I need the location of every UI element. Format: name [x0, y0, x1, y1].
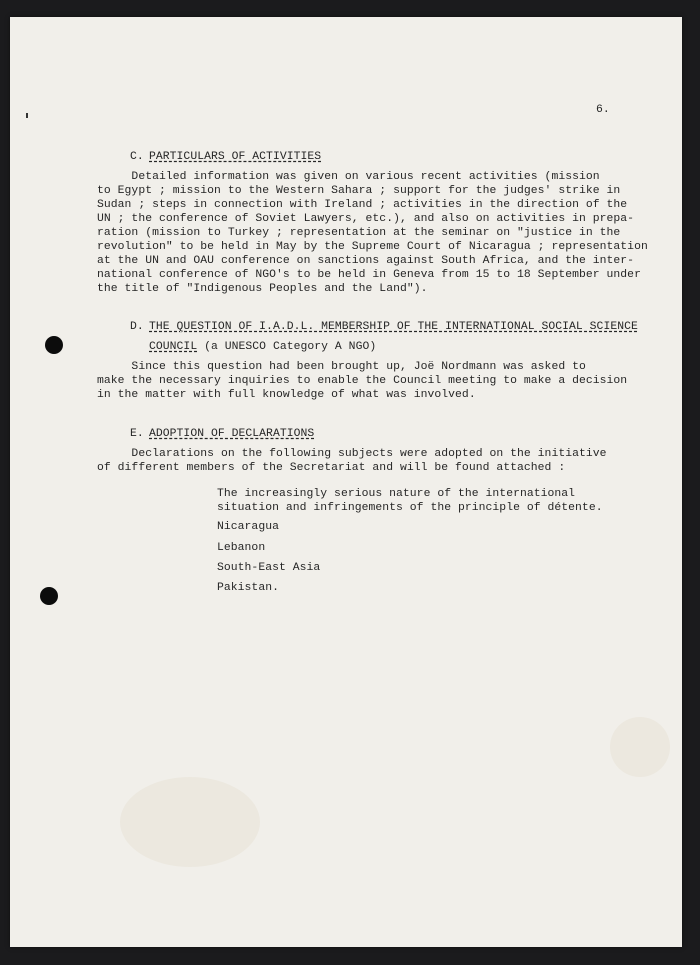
section-c-line: ration (mission to Turkey ; representation at the seminar on "justice in the [97, 227, 621, 239]
declaration-item: Nicaragua [217, 521, 279, 533]
section-c-heading: PARTICULARS OF ACTIVITIES [149, 151, 322, 163]
punch-hole-bottom [40, 587, 58, 605]
section-d-heading: THE QUESTION OF I.A.D.L. MEMBERSHIP OF THE INTERNATIONAL SOCIAL SCIENCE [149, 321, 638, 333]
declaration-item: situation and infringements of the principle of détente. [217, 502, 603, 514]
declaration-item: Lebanon [217, 542, 266, 554]
section-e-heading: ADOPTION OF DECLARATIONS [149, 428, 315, 440]
margin-mark [26, 113, 28, 118]
section-c-letter: C. [130, 151, 144, 163]
section-c-line: at the UN and OAU conference on sanctions against South Africa, and the inter- [97, 255, 635, 267]
section-d-heading-continuation [149, 340, 376, 355]
section-d-heading-suffix: (a UNESCO Category A NGO) [197, 341, 377, 353]
declaration-item: The increasingly serious nature of the international [217, 488, 576, 500]
section-c-line: the title of "Indigenous Peoples and the Land"). [97, 283, 428, 295]
declaration-item: South-East Asia [217, 562, 321, 574]
section-d-line: in the matter with full knowledge of what was involved. [97, 389, 476, 401]
section-d-heading-line2: COUNCIL [149, 341, 198, 353]
section-d-line: Since this question had been brought up, Joë Nordmann was asked to [97, 361, 586, 373]
section-c-line: national conference of NGO's to be held in Geneva from 15 to 18 September under [97, 269, 641, 281]
section-c-line: Sudan ; steps in connection with Ireland ; activities in the direction of the [97, 199, 628, 211]
punch-hole-top [45, 336, 63, 354]
section-c-line: Detailed information was given on various recent activities (mission [97, 171, 600, 183]
section-c-line: to Egypt ; mission to the Western Sahara ; support for the judges' strike in [97, 185, 621, 197]
section-d-line: make the necessary inquiries to enable the Council meeting to make a decision [97, 375, 628, 387]
paper-stain [120, 777, 260, 867]
page-number: 6. [596, 104, 610, 116]
section-e-line: Declarations on the following subjects were adopted on the initiative [97, 448, 607, 460]
section-d-letter: D. [130, 321, 144, 333]
declaration-item: Pakistan. [217, 582, 279, 594]
section-e-line: of different members of the Secretariat and will be found attached : [97, 462, 566, 474]
section-e-letter: E. [130, 428, 144, 440]
section-c-line: revolution" to be held in May by the Supreme Court of Nicaragua ; representation [97, 241, 648, 253]
document-page [10, 17, 682, 947]
section-c-line: UN ; the conference of Soviet Lawyers, etc.), and also on activities in prepa- [97, 213, 635, 225]
paper-stain [610, 717, 670, 777]
